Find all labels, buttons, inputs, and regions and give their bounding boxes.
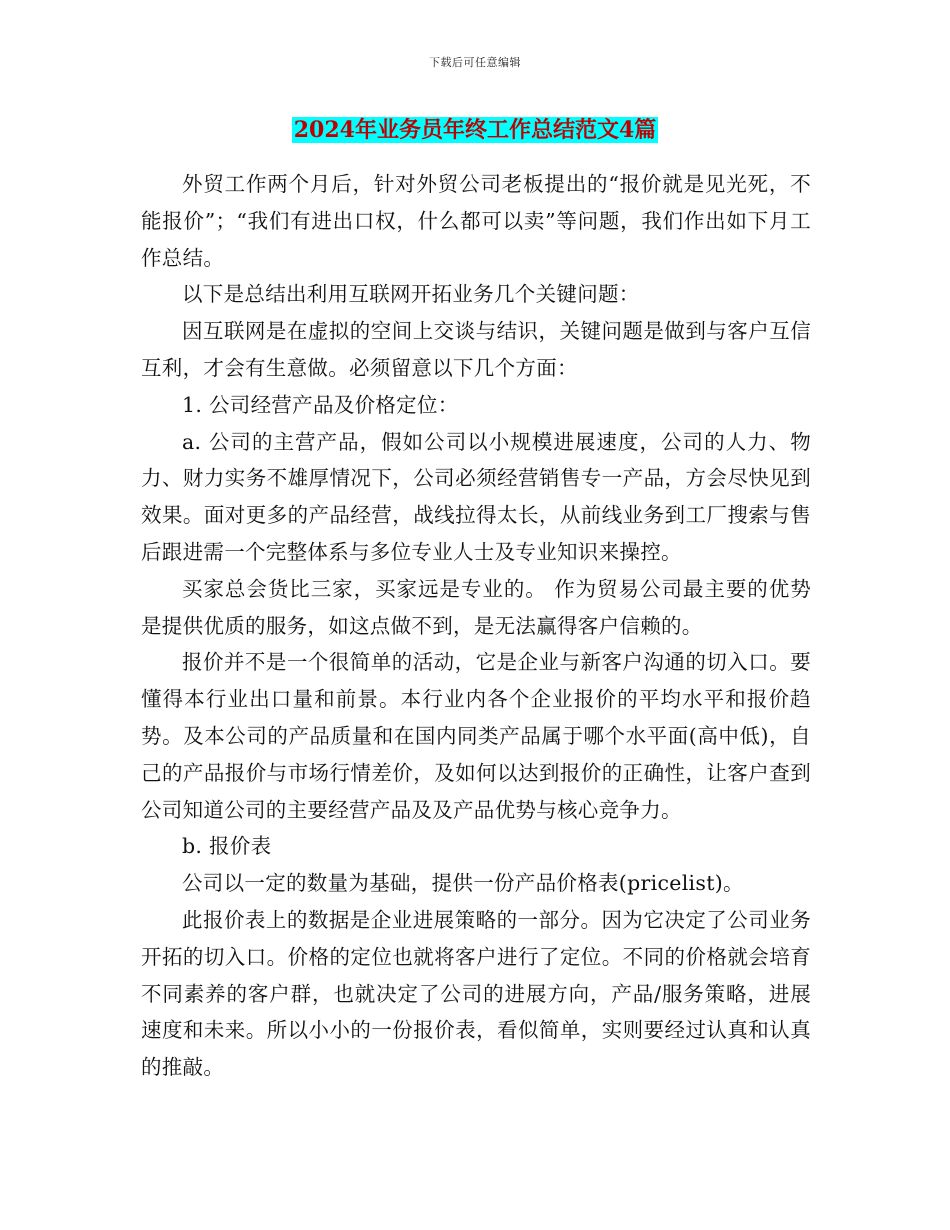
- paragraph-10: 此报价表上的数据是企业进展策略的一部分。因为它决定了公司业务开拓的切入口。价格的定位也就将客户进行了定位。不同的价格就会培育不同素养的客户群，也就决定了公司的进展方向，产品/服务策略，进展速度和未来。所以小小的一份报价表，看似简单，实则要经过认真和认真的推敲。: [141, 907, 811, 1080]
- paragraph-3: 因互联网是在虚拟的空间上交谈与结识，关键问题是做到与客户互信互利，才会有生意做。必须留意以下几个方面：: [141, 319, 811, 380]
- document-body: [141, 166, 811, 1086]
- paragraph-2: 以下是总结出利用互联网开拓业务几个关键问题：: [182, 282, 640, 307]
- header-note: 下载后可任意编辑: [429, 56, 521, 69]
- paragraph-9: 公司以一定的数量为基础，提供一份产品价格表(pricelist)。: [182, 871, 744, 896]
- document-title: 2024年业务员年终工作总结范文4篇: [293, 117, 657, 143]
- paragraph-1: 外贸工作两个月后，针对外贸公司老板提出的“报价就是见光死，不能报价”；“我们有进出口权，什么都可以卖”等问题，我们作出如下月工作总结。: [141, 172, 811, 270]
- paragraph-4: 1. 公司经营产品及价格定位：: [182, 392, 459, 417]
- paragraph-6: 买家总会货比三家，买家远是专业的。 作为贸易公司最主要的优势是提供优质的服务，如这点做不到，是无法赢得客户信赖的。: [141, 576, 811, 638]
- paragraph-7: 报价并不是一个很简单的活动，它是企业与新客户沟通的切入口。要懂得本行业出口量和前景。本行业内各个企业报价的平均水平和报价趋势。及本公司的产品质量和在国内同类产品属于哪个水平面(高中低)，自己的产品报价与市场行情差价，及如何以达到报价的正确性，让客户查到公司知道公司的主要经营产品及及产品优势与核心竞争力。: [141, 650, 811, 822]
- document-title-container: [0, 114, 950, 146]
- paragraph-5: a. 公司的主营产品，假如公司以小规模进展速度，公司的人力、物力、财力实务不雄厚情况下，公司必须经营销售专一产品，方会尽快见到效果。面对更多的产品经营，战线拉得太长，从前线业务到工厂搜索与售后跟进需一个完整体系与多位专业人士及专业知识来操控。: [141, 429, 811, 564]
- paragraph-8: b. 报价表: [182, 834, 272, 859]
